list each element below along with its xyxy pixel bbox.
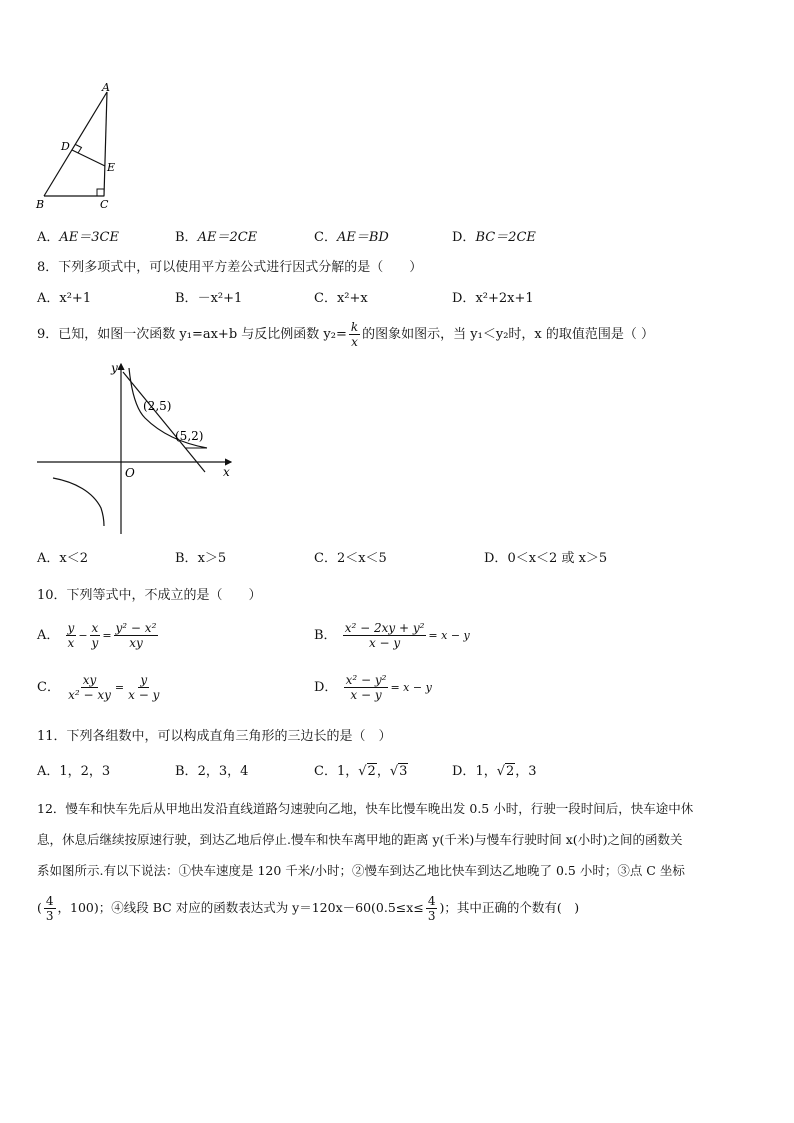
q12-line-1: 12．慢车和快车先后从甲地出发沿直线道路匀速驶向乙地，快车比慢车晚出发 0.5 小时，行驶一段时间后，快车途中休 bbox=[37, 801, 694, 816]
label-d: D bbox=[61, 140, 70, 153]
q10-stem: 10．下列等式中，不成立的是（ ） bbox=[37, 588, 262, 603]
q10a-fraction-y-over-x: $\frac{y}{x}$ bbox=[67, 621, 75, 650]
q11-option-d[interactable]: D．1，√2，3 bbox=[452, 764, 537, 779]
origin-label: O bbox=[125, 466, 135, 480]
y-axis-label: y bbox=[111, 361, 118, 375]
q7-option-b[interactable]: B．AE＝2CE bbox=[175, 230, 258, 245]
q10-option-a[interactable]: A． $\frac{y}{x}$ − $\frac{x}{y}$ = $\frac{\text{y² − x²}}{xy}$ bbox=[37, 621, 157, 650]
q8-option-d[interactable]: D．x²+2x+1 bbox=[452, 291, 534, 306]
sqrt-symbol: √2 bbox=[358, 764, 376, 779]
q10c-fraction-left: $\frac{xy}{\text{x² − xy}}$ bbox=[68, 673, 111, 702]
q8-option-a[interactable]: A．x²+1 bbox=[37, 291, 92, 306]
q9-option-a[interactable]: A．x＜2 bbox=[37, 551, 88, 566]
q11-option-c[interactable]: C．1，√2，√3 bbox=[314, 764, 408, 779]
q12-fraction-four-thirds: $\frac{4}{3}$ bbox=[45, 894, 54, 923]
q10a-fraction-result: $\frac{\text{y² − x²}}{xy}$ bbox=[115, 621, 157, 650]
q9-fraction-k-over-x: $\frac{k}{x}$ bbox=[350, 320, 359, 349]
q9-option-b[interactable]: B．x＞5 bbox=[175, 551, 227, 566]
q7-option-a[interactable]: A．AE＝3CE bbox=[37, 230, 119, 245]
function-graph bbox=[35, 358, 245, 538]
q10b-fraction: $\frac{\text{x² − 2xy + y²}}{x - y}$ bbox=[344, 621, 425, 650]
hyperbola-branch-2 bbox=[53, 478, 104, 526]
q10-option-d[interactable]: D． $\frac{\text{x² − y²}}{x - y}$ = x − y bbox=[314, 673, 432, 702]
q8-option-b[interactable]: B．－x²+1 bbox=[175, 291, 243, 306]
q9-option-c[interactable]: C．2＜x＜5 bbox=[314, 551, 387, 566]
q10-option-b[interactable]: B． $\frac{\text{x² − 2xy + y²}}{x - y}$ = x − y bbox=[314, 621, 470, 650]
linear-function-line bbox=[123, 372, 205, 472]
label-e: E bbox=[107, 161, 116, 174]
q11-option-b[interactable]: B．2，3，4 bbox=[175, 764, 249, 779]
side-ab bbox=[44, 92, 107, 196]
point-label-5-2: (5,2) bbox=[175, 429, 204, 443]
q11-option-a[interactable]: A．1，2，3 bbox=[37, 764, 111, 779]
q10c-fraction-right: $\frac{y}{x - y}$ bbox=[128, 673, 160, 702]
q9-stem: 9．已知，如图一次函数 y₁=ax+b 与反比例函数 y₂= $\frac{k}{x}$ 的图象如图示，当 y₁＜y₂时，x 的取值范围是（ ） bbox=[37, 320, 654, 349]
label-b: B bbox=[36, 198, 45, 211]
q9-option-d[interactable]: D．0＜x＜2 或 x＞5 bbox=[484, 551, 608, 566]
triangle-figure bbox=[30, 80, 130, 215]
q10d-fraction: $\frac{\text{x² − y²}}{x - y}$ bbox=[345, 673, 387, 702]
side-ac bbox=[104, 92, 107, 196]
q12-fraction-four-thirds: $\frac{4}{3}$ bbox=[427, 894, 436, 923]
right-angle-mark-c bbox=[97, 189, 104, 196]
q8-option-c[interactable]: C．x²+x bbox=[314, 291, 368, 306]
q12-line-4: ( $\frac{4}{3}$ ，100)；④线段 BC 对应的函数表达式为 y＝120x－60(0.5≤x≤ $\frac{4}{3}$ )；其中正确的个数有( ) bbox=[37, 894, 580, 923]
q12-line-2: 息，休息后继续按原速行驶，到达乙地后停止.慢车和快车离甲地的距离 y(千米)与慢车行驶时间 x(小时)之间的函数关 bbox=[37, 832, 683, 847]
q7-option-c[interactable]: C．AE＝BD bbox=[314, 230, 389, 245]
q7-option-d[interactable]: D．BC＝2CE bbox=[452, 230, 536, 245]
q12-line-3: 系如图所示.有以下说法：①快车速度是 120 千米/小时；②慢车到达乙地比快车到达乙地晚了 0.5 小时；③点 C 坐标 bbox=[37, 863, 685, 878]
q10a-fraction-x-over-y: $\frac{x}{y}$ bbox=[91, 621, 99, 650]
segment-de bbox=[72, 150, 105, 166]
label-a: A bbox=[102, 81, 110, 94]
label-c: C bbox=[100, 198, 109, 211]
q11-stem: 11．下列各组数中，可以构成直角三角形的三边长的是（ ） bbox=[37, 729, 392, 744]
sqrt-symbol: √2 bbox=[496, 764, 515, 779]
q10-option-c[interactable]: C． $\frac{xy}{\text{x² − xy}}$ = $\frac{y}{x - y}$ bbox=[37, 673, 160, 702]
point-label-2-5: (2,5) bbox=[143, 399, 172, 413]
x-axis-label: x bbox=[223, 465, 230, 479]
sqrt-symbol: √3 bbox=[389, 764, 408, 779]
q8-stem: 8．下列多项式中，可以使用平方差公式进行因式分解的是（ ） bbox=[37, 260, 423, 275]
